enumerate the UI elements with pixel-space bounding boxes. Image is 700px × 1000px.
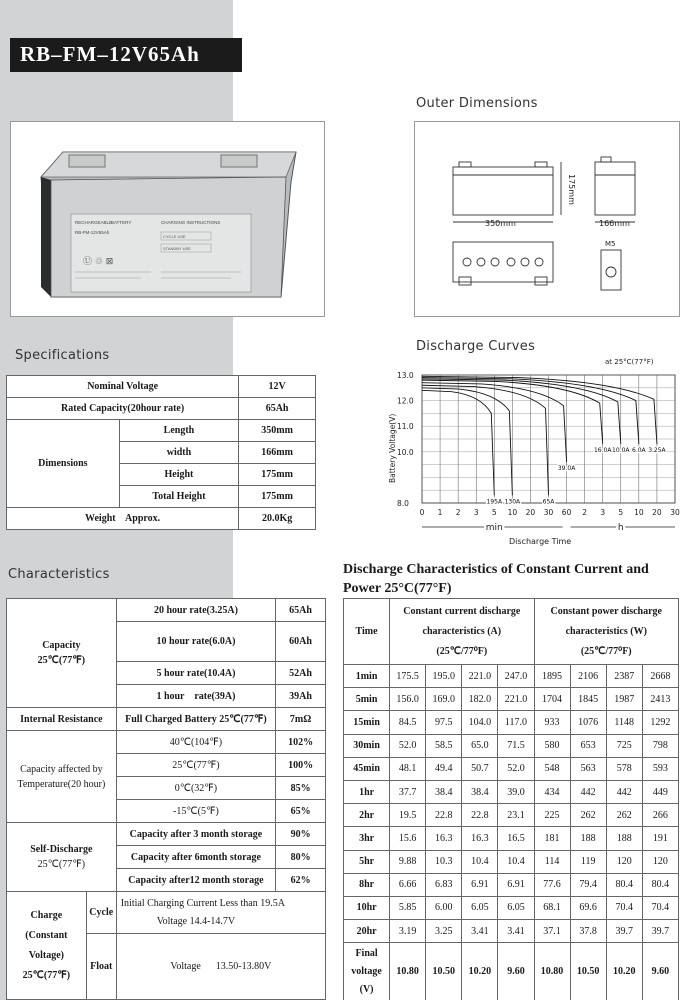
value-cell: 262	[606, 804, 642, 827]
chart-x-tick: 60	[561, 508, 572, 517]
value-cell: 119	[570, 850, 606, 873]
chart-x-tick: 30	[543, 508, 554, 517]
value-cell: 449	[642, 780, 678, 803]
value-cell: 79.4	[570, 873, 606, 896]
time-cell: 1hr	[344, 780, 390, 803]
chart-y-tick: 10.0	[397, 447, 414, 457]
value-cell: 37.8	[570, 920, 606, 943]
spec-label: Rated Capacity(20hour rate)	[7, 398, 239, 420]
final-label-3: (V)	[359, 983, 374, 995]
self-discharge-condition: Capacity after 6month storage	[116, 846, 275, 869]
value-cell: 10.4	[498, 850, 534, 873]
char-row	[7, 599, 326, 622]
internal-resistance-label: Internal Resistance	[7, 708, 117, 731]
chart-x-axis-label: Discharge Time	[509, 537, 572, 546]
value-cell: 16.5	[498, 827, 534, 850]
spec-row-nominal-voltage	[7, 376, 316, 398]
value-cell: 2387	[606, 665, 642, 688]
discharge-curve-label: 39.0A	[557, 465, 576, 473]
value-cell: 434	[534, 780, 570, 803]
value-cell: 114	[534, 850, 570, 873]
discharge-curve-label: 130A	[504, 498, 521, 506]
table-row	[344, 688, 679, 711]
chart-y-tick: 13.0	[397, 371, 414, 380]
self-discharge-condition: Capacity after12 month storage	[116, 869, 275, 892]
photo-label-text-2: BATTERY	[111, 220, 132, 225]
final-voltage-cell: 9.60	[498, 943, 534, 1000]
capacity-rate-value: 65Ah	[276, 599, 326, 622]
value-cell: 48.1	[390, 757, 426, 780]
discharge-curve-label: 6.0A	[632, 447, 646, 455]
time-cell: 30min	[344, 734, 390, 757]
charge-label-1: Charge	[30, 909, 63, 921]
value-cell: 169.0	[426, 688, 462, 711]
self-discharge-condition: Capacity after 3 month storage	[116, 823, 275, 846]
cp-header-line-2: characteristics (W)	[565, 625, 647, 637]
value-cell: 1845	[570, 688, 606, 711]
value-cell: 37.1	[534, 920, 570, 943]
temperature-label-2: Temperature(20 hour)	[17, 778, 106, 790]
time-cell: 15min	[344, 711, 390, 734]
value-cell: 2106	[570, 665, 606, 688]
value-cell: 195.0	[426, 665, 462, 688]
final-voltage-cell: 10.50	[570, 943, 606, 1000]
value-cell: 80.4	[606, 873, 642, 896]
discharge-curves-heading: Discharge Curves	[416, 339, 536, 354]
time-cell: 1min	[344, 665, 390, 688]
float-label: Float	[86, 934, 116, 1000]
self-discharge-value: 62%	[276, 869, 326, 892]
char-row	[7, 731, 326, 754]
certification-mark-icon: Ⓤ ♲ ⊠	[83, 257, 114, 267]
table-row	[344, 734, 679, 757]
value-cell: 593	[642, 757, 678, 780]
spec-value: 350mm	[239, 420, 316, 442]
spec-sublabel: Length	[119, 420, 239, 442]
value-cell: 1076	[570, 711, 606, 734]
final-voltage-row	[344, 943, 679, 1000]
spec-row-weight	[7, 508, 316, 530]
table-row	[344, 850, 679, 873]
value-cell: 221.0	[462, 665, 498, 688]
value-cell: 77.6	[534, 873, 570, 896]
temperature-value: 102%	[276, 731, 326, 754]
value-cell: 548	[534, 757, 570, 780]
chart-y-axis-label: Battery Voltage(V)	[388, 413, 397, 483]
char-row	[7, 823, 326, 846]
value-cell: 262	[570, 804, 606, 827]
value-cell: 653	[570, 734, 606, 757]
value-cell: 23.1	[498, 804, 534, 827]
temperature-label: 0℃(32℉)	[116, 777, 275, 800]
chart-x-tick: 20	[525, 508, 536, 517]
final-voltage-cell: 10.20	[606, 943, 642, 1000]
value-cell: 442	[570, 780, 606, 803]
value-cell: 10.3	[426, 850, 462, 873]
temperature-value: 100%	[276, 754, 326, 777]
value-cell: 71.5	[498, 734, 534, 757]
char-row-cycle	[7, 892, 326, 934]
charge-label-3: Voltage)	[28, 949, 64, 961]
final-voltage-cell: 10.80	[534, 943, 570, 1000]
value-cell: 225	[534, 804, 570, 827]
value-cell: 69.6	[570, 896, 606, 919]
chart-x-tick: 3	[600, 508, 606, 517]
cycle-line-1: Initial Charging Current Less than 19.5A	[120, 897, 285, 909]
value-cell: 58.5	[426, 734, 462, 757]
value-cell: 2413	[642, 688, 678, 711]
chart-x-tick: 10	[507, 508, 518, 517]
discharge-curve-label: 65A	[542, 498, 555, 506]
dim-length: 350mm	[485, 219, 516, 228]
self-discharge-value: 90%	[276, 823, 326, 846]
value-cell: 933	[534, 711, 570, 734]
value-cell: 10.4	[462, 850, 498, 873]
value-cell: 70.4	[642, 896, 678, 919]
capacity-rate-value: 39Ah	[276, 685, 326, 708]
spec-dimensions-label: Dimensions	[7, 420, 120, 508]
cc-header-line-3: (25℃/77⁰F)	[436, 645, 488, 657]
value-cell: 70.4	[606, 896, 642, 919]
chart-x-tick: 10	[634, 508, 644, 517]
value-cell: 156.0	[390, 688, 426, 711]
table-row	[344, 873, 679, 896]
value-cell: 1292	[642, 711, 678, 734]
temperature-label: -15℃(5℉)	[116, 800, 275, 823]
final-voltage-cell: 9.60	[642, 943, 678, 1000]
value-cell: 1987	[606, 688, 642, 711]
page-title: RB–FM–12V65Ah	[10, 38, 242, 72]
discharge-curve-chart	[387, 353, 680, 551]
photo-label-text-6: STANDBY USE	[163, 246, 191, 251]
float-detail: Voltage 13.50-13.80V	[116, 934, 325, 1000]
capacity-temp-label: 25℃(77℉)	[37, 655, 86, 666]
table-row	[344, 920, 679, 943]
value-cell: 38.4	[462, 780, 498, 803]
value-cell: 725	[606, 734, 642, 757]
char-row-internal-resistance	[7, 708, 326, 731]
value-cell: 39.7	[606, 920, 642, 943]
table-row	[344, 896, 679, 919]
value-cell: 442	[606, 780, 642, 803]
chart-y-tick: 8.0	[397, 499, 409, 508]
value-cell: 104.0	[462, 711, 498, 734]
discharge-characteristics-table	[343, 598, 679, 1000]
spec-row-length	[7, 420, 316, 442]
value-cell: 580	[534, 734, 570, 757]
discharge-curve-line	[422, 388, 512, 496]
outer-dimensions-drawing	[414, 121, 680, 317]
value-cell: 6.91	[462, 873, 498, 896]
photo-label-text-5: CYCLE USE	[163, 234, 186, 239]
value-cell: 65.0	[462, 734, 498, 757]
discharge-curve-label: 16.0A	[593, 447, 612, 455]
temperature-value: 85%	[276, 777, 326, 800]
table-row	[344, 711, 679, 734]
cycle-detail-cell	[116, 892, 325, 934]
dim-width: 166mm	[599, 219, 630, 228]
time-cell: 5hr	[344, 850, 390, 873]
cycle-label: Cycle	[86, 892, 116, 934]
chart-y-tick: 11.0	[397, 422, 414, 432]
value-cell: 16.3	[462, 827, 498, 850]
spec-value: 65Ah	[239, 398, 316, 420]
value-cell: 120	[642, 850, 678, 873]
temperature-value: 65%	[276, 800, 326, 823]
temperature-label: 25℃(77℉)	[116, 754, 275, 777]
value-cell: 578	[606, 757, 642, 780]
value-cell: 19.5	[390, 804, 426, 827]
value-cell: 52.0	[498, 757, 534, 780]
final-voltage-cell: 10.20	[462, 943, 498, 1000]
dc-header-row	[344, 599, 679, 665]
self-discharge-value: 80%	[276, 846, 326, 869]
chart-x-tick: 5	[491, 508, 497, 517]
spec-value: 20.0Kg	[239, 508, 316, 530]
characteristics-table	[6, 598, 326, 1000]
chart-x-tick: 30	[670, 508, 680, 517]
capacity-rate-label: 10 hour rate(6.0A)	[116, 622, 275, 662]
self-discharge-temp: 25℃(77℉)	[37, 859, 86, 870]
capacity-rate-label: 20 hour rate(3.25A)	[116, 599, 275, 622]
capacity-label: Capacity	[42, 640, 81, 651]
value-cell: 6.66	[390, 873, 426, 896]
value-cell: 798	[642, 734, 678, 757]
capacity-rate-label: 1 hour rate(39A)	[116, 685, 275, 708]
final-voltage-cell: 10.50	[426, 943, 462, 1000]
value-cell: 3.25	[426, 920, 462, 943]
capacity-rate-label: 5 hour rate(10.4A)	[116, 662, 275, 685]
chart-hr-label: h	[617, 523, 624, 533]
constant-current-header	[390, 599, 534, 665]
value-cell: 84.5	[390, 711, 426, 734]
value-cell: 5.85	[390, 896, 426, 919]
battery-photo	[10, 121, 325, 317]
time-cell: 10hr	[344, 896, 390, 919]
value-cell: 117.0	[498, 711, 534, 734]
internal-resistance-value: 7mΩ	[276, 708, 326, 731]
value-cell: 175.5	[390, 665, 426, 688]
chart-x-tick: 2	[582, 508, 588, 517]
chart-y-tick: 12.0	[397, 396, 414, 406]
value-cell: 6.05	[462, 896, 498, 919]
chart-annotation: at 25°C(77°F)	[605, 358, 654, 366]
specifications-heading: Specifications	[15, 348, 110, 363]
table-row	[344, 757, 679, 780]
final-label-2: voltage	[351, 965, 382, 977]
time-cell: 8hr	[344, 873, 390, 896]
chart-x-tick: 1	[437, 508, 443, 517]
value-cell: 181	[534, 827, 570, 850]
photo-label-text-1: RECHARGEABLE	[75, 220, 113, 225]
capacity-rate-value: 52Ah	[276, 662, 326, 685]
dc-table-body	[344, 665, 679, 943]
dim-terminal: M5	[605, 240, 616, 248]
cycle-line-2: Voltage 14.4-14.7V	[156, 915, 236, 927]
value-cell: 22.8	[426, 804, 462, 827]
value-cell: 2668	[642, 665, 678, 688]
value-cell: 50.7	[462, 757, 498, 780]
temperature-label: 40℃(104℉)	[116, 731, 275, 754]
value-cell: 563	[570, 757, 606, 780]
constant-power-header	[534, 599, 679, 665]
cc-header-line-2: characteristics (A)	[422, 625, 502, 637]
value-cell: 97.5	[426, 711, 462, 734]
self-discharge-label: Self-Discharge	[30, 844, 93, 855]
capacity-rate-value: 60Ah	[276, 622, 326, 662]
time-cell: 2hr	[344, 804, 390, 827]
spec-value: 12V	[239, 376, 316, 398]
discharge-curve-line	[422, 385, 549, 495]
discharge-table-title: Discharge Characteristics of Constant Current and Power 25°C(77°F)	[343, 562, 649, 596]
value-cell: 182.0	[462, 688, 498, 711]
spec-sublabel: Total Height	[119, 486, 239, 508]
chart-min-label: min	[485, 523, 503, 533]
value-cell: 38.4	[426, 780, 462, 803]
spec-value: 175mm	[239, 464, 316, 486]
value-cell: 39.0	[498, 780, 534, 803]
final-label-1: Final	[355, 947, 378, 959]
spec-label: Nominal Voltage	[7, 376, 239, 398]
time-cell: 45min	[344, 757, 390, 780]
self-discharge-label-cell	[7, 823, 117, 892]
discharge-curve-label: 3.25A	[648, 447, 666, 455]
photo-label-text-3: CHARGING INSTRUCTIONS	[161, 220, 221, 225]
value-cell: 120	[606, 850, 642, 873]
value-cell: 22.8	[462, 804, 498, 827]
discharge-curve-label: 10.0A	[612, 447, 630, 455]
value-cell: 37.7	[390, 780, 426, 803]
chart-x-tick: 20	[652, 508, 662, 517]
spec-sublabel: width	[119, 442, 239, 464]
charge-label-2: (Constant	[25, 929, 68, 941]
spec-label: Weight Approx.	[7, 508, 239, 530]
discharge-curve-label: 195A	[486, 498, 503, 506]
chart-x-tick: 0	[419, 508, 425, 517]
value-cell: 1895	[534, 665, 570, 688]
value-cell: 188	[606, 827, 642, 850]
cp-header-line-1: Constant power discharge	[550, 605, 662, 617]
time-cell: 5min	[344, 688, 390, 711]
outer-dimensions-heading: Outer Dimensions	[416, 96, 538, 111]
table-row	[344, 827, 679, 850]
temperature-label-1: Capacity affected by	[20, 763, 103, 775]
dim-height: 175mm	[567, 174, 576, 205]
chart-x-tick: 5	[618, 508, 624, 517]
value-cell: 15.6	[390, 827, 426, 850]
cc-header-line-1: Constant current discharge	[403, 605, 521, 617]
value-cell: 6.83	[426, 873, 462, 896]
time-cell: 20hr	[344, 920, 390, 943]
table-row	[344, 804, 679, 827]
value-cell: 9.88	[390, 850, 426, 873]
value-cell: 16.3	[426, 827, 462, 850]
characteristics-heading: Characteristics	[8, 567, 110, 582]
temperature-label-cell	[7, 731, 117, 823]
value-cell: 191	[642, 827, 678, 850]
internal-resistance-condition: Full Charged Battery 25℃(77℉)	[116, 708, 275, 731]
specifications-table	[6, 375, 316, 530]
value-cell: 188	[570, 827, 606, 850]
spec-value: 175mm	[239, 486, 316, 508]
chart-x-tick: 2	[455, 508, 461, 517]
spec-sublabel: Height	[119, 464, 239, 486]
value-cell: 39.7	[642, 920, 678, 943]
time-header: Time	[344, 599, 390, 665]
value-cell: 3.19	[390, 920, 426, 943]
charge-label-4: 25℃(77℉)	[22, 969, 71, 981]
value-cell: 49.4	[426, 757, 462, 780]
spec-row-rated-capacity	[7, 398, 316, 420]
final-voltage-cell: 10.80	[390, 943, 426, 1000]
capacity-label-cell	[7, 599, 117, 708]
value-cell: 1148	[606, 711, 642, 734]
cp-header-line-3: (25℃/77⁰F)	[580, 645, 632, 657]
value-cell: 247.0	[498, 665, 534, 688]
value-cell: 221.0	[498, 688, 534, 711]
value-cell: 6.05	[498, 896, 534, 919]
value-cell: 80.4	[642, 873, 678, 896]
time-cell: 3hr	[344, 827, 390, 850]
table-row	[344, 780, 679, 803]
chart-x-tick: 3	[473, 508, 479, 517]
value-cell: 266	[642, 804, 678, 827]
value-cell: 6.00	[426, 896, 462, 919]
value-cell: 1704	[534, 688, 570, 711]
photo-label-text-4: RB-FM-12V65Ah	[75, 230, 110, 235]
charge-label-cell	[7, 892, 87, 1000]
value-cell: 3.41	[498, 920, 534, 943]
value-cell: 52.0	[390, 734, 426, 757]
final-voltage-label	[344, 943, 390, 1000]
value-cell: 68.1	[534, 896, 570, 919]
value-cell: 6.91	[498, 873, 534, 896]
spec-value: 166mm	[239, 442, 316, 464]
table-row	[344, 665, 679, 688]
value-cell: 3.41	[462, 920, 498, 943]
